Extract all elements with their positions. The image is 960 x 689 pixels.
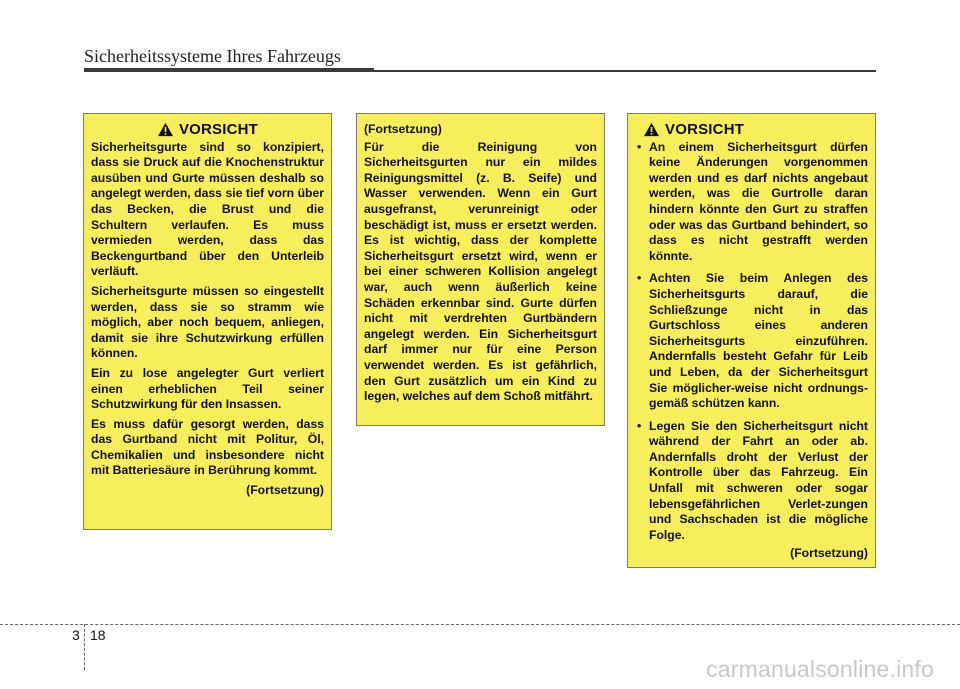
caution-title: VORSICHT — [178, 121, 259, 138]
caution-paragraph: Sicherheitsgurte sind so konzipiert, dass sie Druck auf die Knochenstruktur ausüben und Gurte müssen deshalb so angelegt werden, dass sie tief vorn über das Becken, die Brust und die Schultern verlaufen. Es muss vermieden werden, dass das Beckengurtband über den Unterleib verläuft. — [91, 139, 324, 279]
continued-label: (Fortsetzung) — [364, 122, 442, 136]
page-header-title: Sicherheitssysteme Ihres Fahrzeugs — [84, 46, 341, 66]
caution-box-left — [83, 113, 332, 530]
caution-bullet-list — [635, 140, 868, 544]
caution-heading — [91, 122, 324, 138]
section-number: 3 — [72, 627, 80, 643]
header-bar — [84, 68, 374, 72]
caution-paragraph: Für die Reinigung von Sicherheitsgurten nur ein mildes Reinigungsmittel (z. B. Seife) und Wasser verwenden. Wenn ein Gurt ausgefranst, verunreinigt oder beschädigt ist, muss er ersetzt werden. Es ist wichtig, dass der komplette Sicherheitsgurt ersetzt wird, wenn er bei einer schweren Kollision angelegt war, auch wenn äußerlich keine Schäden erkennbar sind. Gurte dürfen nicht mit verdrehten Gurtbändern angelegt werden. Ein Sicherheitsgurt darf immer nur für eine Person verwendet werden. Es ist gefährlich, den Gurt zusätzlich um ein Kind zu legen, welches auf dem Schoß mitfährt. — [364, 139, 597, 404]
continued-label: (Fortsetzung) — [790, 546, 868, 561]
page-number: 18 — [90, 627, 106, 643]
footer-vertical-divider — [84, 624, 85, 670]
warning-triangle-icon — [643, 122, 660, 137]
caution-paragraph: Es muss dafür gesorgt werden, dass das Gurtband nicht mit Politur, Öl, Chemikalien und insbesondere nicht mit Batteriesäure in Berührung kommt. — [91, 416, 324, 478]
caution-box-right — [627, 113, 876, 568]
caution-bullet: • An einem Sicherheitsgurt dürfen keine Änderungen vorgenommen werden und es darf nichts angebaut werden, was die Gurtrolle daran hindern könnte den Gurt zu straffen oder was das Gurtband behindert, so dass es nicht gestrafft werden könnte. — [635, 140, 868, 265]
watermark: carmanualsonline.info — [706, 656, 934, 682]
caution-title: VORSICHT — [665, 121, 745, 138]
caution-bullet: • Achten Sie beim Anlegen des Sicherheitsgurts darauf, die Schließzunge nicht in das Gurtschloss eines anderen Sicherheitsgurts einzuführen. Andernfalls besteht Gefahr für Leib und Leben, da der Sicherheitsgurt Sie möglicher-weise nicht ordnungs-gemäß schützen kann. — [635, 271, 868, 411]
caution-paragraph: Sicherheitsgurte müssen so eingestellt werden, dass sie so stramm wie möglich, aber noch bequem, anliegen, damit sie ihre Schutzwirkung erfüllen können. — [91, 283, 324, 361]
caution-paragraph: Ein zu lose angelegter Gurt verliert einen erheblichen Teil seiner Schutzwirkung für den Insassen. — [91, 365, 324, 412]
caution-box-middle — [356, 113, 605, 426]
warning-triangle-icon — [157, 122, 174, 137]
footer-divider — [0, 624, 960, 625]
header-rule — [374, 70, 876, 72]
continued-label: (Fortsetzung) — [246, 483, 324, 498]
caution-heading — [635, 122, 868, 138]
caution-bullet: • Legen Sie den Sicherheitsgurt nicht während der Fahrt an oder ab. Andernfalls droht der Verlust der Kontrolle über das Fahrzeug. Ein Unfall mit schweren oder sogar lebensgefährlichen Verlet-zungen und Sachschaden ist die mögliche Folge. — [635, 419, 868, 544]
